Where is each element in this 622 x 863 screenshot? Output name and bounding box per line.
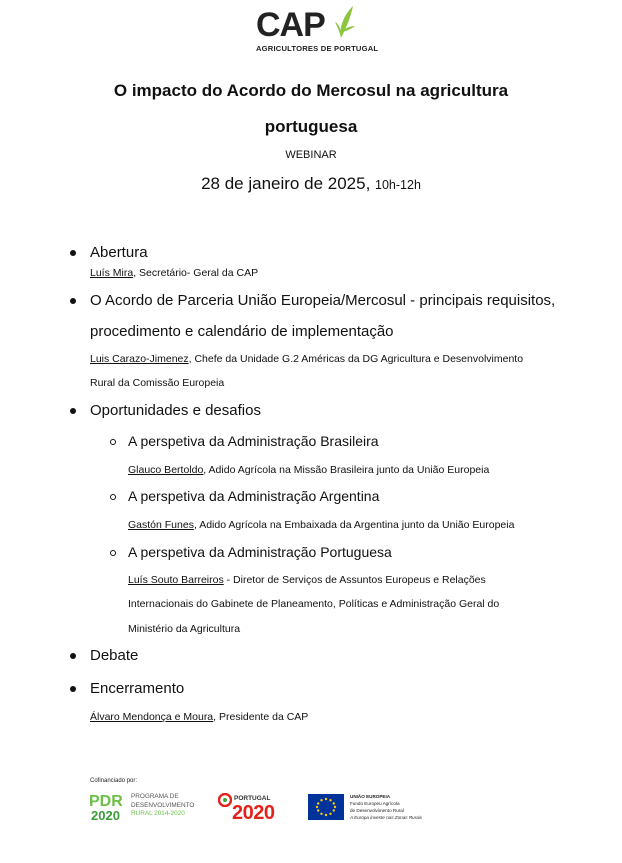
bullet-icon	[70, 298, 76, 304]
eu-flag-icon	[308, 794, 344, 820]
speaker-name: Luís Mira	[90, 267, 134, 279]
pdr2020-logo	[89, 790, 209, 822]
bullet-icon	[70, 250, 76, 256]
speaker-role: , Presidente da CAP	[213, 711, 309, 723]
pdr-mark-icon	[89, 790, 129, 822]
speaker-role: - Diretor de Serviços de Assuntos Europeus e Relações	[223, 574, 486, 586]
eu-line3: A Europa investe nas Zonas Rurais	[350, 815, 423, 820]
pt-swirl-icon	[218, 793, 232, 807]
bullet-icon	[70, 653, 76, 659]
wheat-leaf-icon	[335, 4, 357, 40]
speaker-name: Luis Carazo-Jimenez	[90, 353, 189, 365]
pdr-line1: PROGRAMA DE	[131, 793, 179, 800]
agenda-item-debate: Debate	[90, 647, 139, 664]
speaker-name: Gastón Funes	[128, 519, 194, 531]
agenda-item-oportunidades: Oportunidades e desafios	[90, 402, 261, 419]
speaker-role: , Adido Agrícola na Embaixada da Argentina junto da União Europeia	[193, 519, 515, 531]
page-title-line2: portuguesa	[264, 117, 358, 136]
event-date	[0, 174, 622, 194]
event-date-text: 28 de janeiro de 2025,	[201, 174, 371, 193]
speaker-name: Álvaro Mendonça e Moura	[90, 711, 214, 723]
speaker-line	[128, 574, 486, 586]
pdr-line2: DESENVOLVIMENTO	[131, 801, 195, 809]
pdr-line3: RURAL 2014-2020	[131, 810, 185, 817]
event-time: 10h-12h	[375, 178, 421, 192]
agenda-item-acordo-line1: O Acordo de Parceria União Europeia/Mercosul - principais requisitos,	[90, 292, 556, 309]
eu-line1: Fundo Europeu Agrícola	[350, 801, 400, 806]
speaker-line	[90, 711, 308, 723]
logo-brand: CAP	[256, 6, 325, 44]
eu-line2: de Desenvolvimento Rural	[350, 808, 404, 813]
cap-logo	[256, 4, 379, 54]
event-type: WEBINAR	[285, 149, 337, 161]
speaker-line	[128, 464, 489, 476]
speaker-role: , Adido Agrícola na Missão Brasileira junto da União Europeia	[203, 464, 490, 476]
pt-number: 2020	[232, 802, 275, 824]
svg-text:2020: 2020	[91, 808, 120, 822]
bullet-icon	[70, 408, 76, 414]
speaker-line	[128, 519, 514, 531]
sub-item-argentina: A perspetiva da Administração Argentina	[128, 488, 380, 504]
pt-label: PORTUGAL	[234, 795, 271, 802]
logo-subtitle: AGRICULTORES DE PORTUGAL	[256, 44, 379, 53]
speaker-name: Luís Souto Barreiros	[128, 574, 224, 586]
portugal2020-logo	[218, 793, 300, 823]
speaker-line	[90, 353, 523, 365]
speaker-name: Glauco Bertoldo	[128, 464, 204, 476]
circle-bullet-icon	[110, 494, 116, 500]
speaker-role: , Chefe da Unidade G.2 Américas da DG Agricultura e Desenvolvimento	[188, 353, 524, 365]
bullet-icon	[70, 686, 76, 692]
page-title-line1: O impacto do Acordo do Mercosul na agricultura	[113, 81, 509, 100]
speaker-role-cont: Ministério da Agricultura	[128, 623, 241, 635]
circle-bullet-icon	[110, 550, 116, 556]
svg-text:PDR: PDR	[89, 793, 123, 810]
eu-logo	[308, 792, 423, 822]
speaker-role-cont: Rural da Comissão Europeia	[90, 377, 225, 389]
speaker-role-cont: Internacionais do Gabinete de Planeamento, Políticas e Administração Geral do	[128, 598, 500, 610]
agenda-item-acordo-line2: procedimento e calendário de implementação	[90, 323, 394, 340]
sub-item-portuguesa: A perspetiva da Administração Portuguesa	[128, 544, 392, 560]
agenda-item-abertura: Abertura	[90, 244, 148, 261]
circle-bullet-icon	[110, 439, 116, 445]
cofinanced-label: Cofinanciado por:	[90, 778, 138, 784]
sub-item-brasileira: A perspetiva da Administração Brasileira	[128, 433, 379, 449]
eu-title: UNIÃO EUROPEIA	[350, 794, 391, 799]
speaker-role: , Secretário- Geral da CAP	[133, 267, 259, 279]
agenda-item-encerramento: Encerramento	[90, 680, 185, 697]
speaker-line	[90, 267, 258, 279]
